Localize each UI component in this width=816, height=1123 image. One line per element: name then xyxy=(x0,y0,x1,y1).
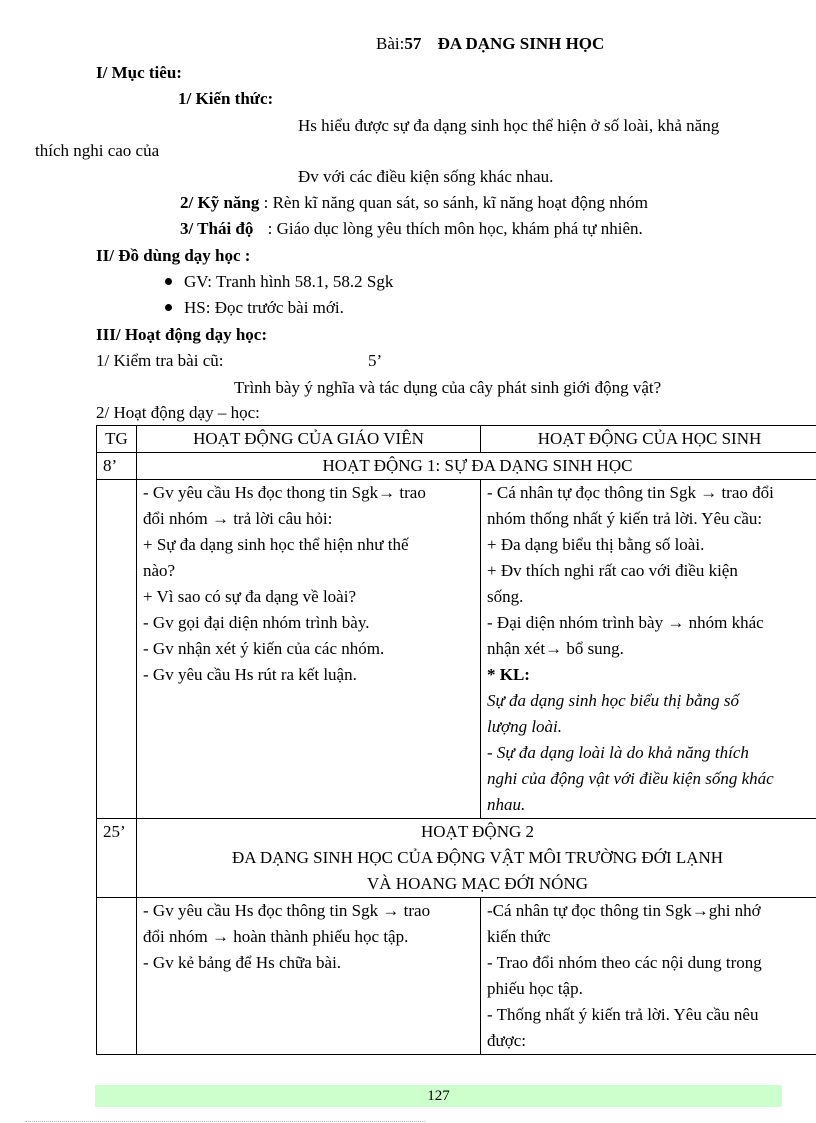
teacher-line: - Gv yêu cầu Hs đọc thông tin Sgk → trao xyxy=(143,901,431,920)
materials-item-hs xyxy=(165,298,344,318)
check-label: 1/ Kiểm tra bài cũ: xyxy=(96,351,224,370)
materials-heading: II/ Đồ dùng dạy học : xyxy=(96,246,251,265)
activity-2-time: 25’ xyxy=(97,819,137,898)
teacher-line: - Gv nhận xét ý kiến của các nhóm. xyxy=(143,639,385,658)
materials-item-text: HS: Đọc trước bài mới. xyxy=(184,298,344,317)
activity-2-title-line: ĐA DẠNG SINH HỌC CỦA ĐỘNG VẬT MÔI TRƯỜNG ĐỚI LẠNH xyxy=(231,848,724,867)
conclusion-line: - Sự đa dạng loài là do khả năng thích xyxy=(487,743,749,762)
conclusion-line: Sự đa dạng sinh học biểu thị bằng số xyxy=(487,691,739,710)
attitude-label: 3/ Thái độ xyxy=(180,219,254,238)
conclusion-line: nghi của động vật với điều kiện sống khác xyxy=(487,769,774,788)
knowledge-line-1: Hs hiểu được sự đa dạng sinh học thể hiện ở số loài, khả năng xyxy=(298,116,720,135)
table-header-row xyxy=(97,426,816,453)
attitude-text: : Giáo dục lòng yêu thích môn học, khám phá tự nhiên. xyxy=(267,219,643,238)
activity-2-student-cell xyxy=(481,898,816,1055)
activity-1-student-cell xyxy=(481,480,816,819)
conclusion-line: lượng loài. xyxy=(487,717,563,736)
header-student: HOẠT ĐỘNG CỦA HỌC SINH xyxy=(481,426,816,453)
student-line: kiến thức xyxy=(487,927,551,946)
student-line: phiếu học tập. xyxy=(487,979,583,998)
activity-1-time-empty xyxy=(97,480,137,819)
student-line: nhận xét→ bổ sung. xyxy=(487,639,624,658)
activity-1-title: HOẠT ĐỘNG 1: SỰ ĐA DẠNG SINH HỌC xyxy=(137,453,816,480)
check-time: 5’ xyxy=(368,351,383,370)
student-line: + Đa dạng biểu thị bằng số loài. xyxy=(487,535,705,554)
activities-heading: III/ Hoạt động dạy học: xyxy=(96,325,267,344)
activity-1-title-row xyxy=(97,453,816,480)
lesson-label: Bài: xyxy=(376,34,405,53)
activity-2-title xyxy=(137,819,816,898)
header-tg: TG xyxy=(97,426,137,453)
student-line: - Cá nhân tự đọc thông tin Sgk → trao đổi xyxy=(487,483,774,502)
knowledge-label: 1/ Kiến thức: xyxy=(178,89,274,108)
objectives-heading: I/ Mục tiêu: xyxy=(96,63,182,82)
student-line: nhóm thống nhất ý kiến trả lời. Yêu cầu: xyxy=(487,509,763,528)
lesson-title xyxy=(376,34,604,54)
teacher-line: đổi nhóm → trả lời câu hỏi: xyxy=(143,509,333,528)
page-number: 127 xyxy=(427,1088,450,1104)
teacher-line: - Gv gọi đại diện nhóm trình bày. xyxy=(143,613,370,632)
teacher-line: - Gv yêu cầu Hs rút ra kết luận. xyxy=(143,665,357,684)
page-number-footer xyxy=(95,1085,782,1107)
check-question: Trình bày ý nghĩa và tác dụng của cây phát sinh giới động vật? xyxy=(234,378,662,397)
skill-label: 2/ Kỹ năng xyxy=(180,193,260,212)
activity-2-teacher-cell xyxy=(137,898,481,1055)
lesson-number: 57 xyxy=(404,34,422,53)
attitude-row xyxy=(180,219,643,239)
teacher-line: - Gv yêu cầu Hs đọc thong tin Sgk→ trao xyxy=(143,483,426,502)
bullet-icon xyxy=(165,278,172,285)
student-line: được: xyxy=(487,1031,526,1050)
teacher-line: - Gv kẻ bảng để Hs chữa bài. xyxy=(143,953,342,972)
activity-1-time: 8’ xyxy=(97,453,137,480)
header-teacher: HOẠT ĐỘNG CỦA GIÁO VIÊN xyxy=(137,426,481,453)
lesson-table xyxy=(96,425,816,1055)
student-line: -Cá nhân tự đọc thông tin Sgk→ghi nhớ xyxy=(487,901,761,920)
teacher-line: + Vì sao có sự đa dạng về loài? xyxy=(143,587,356,606)
bullet-icon xyxy=(165,304,172,311)
conclusion-label: * KL: xyxy=(487,665,530,684)
activity-1-content-row xyxy=(97,480,816,819)
materials-item-gv xyxy=(165,272,393,292)
activity-2-title-line: HOẠT ĐỘNG 2 xyxy=(420,822,534,841)
student-line: sống. xyxy=(487,587,524,606)
skill-row xyxy=(180,193,648,213)
conclusion-line: nhau. xyxy=(487,795,526,814)
activity-2-time-empty xyxy=(97,898,137,1055)
student-line: - Trao đổi nhóm theo các nội dung trong xyxy=(487,953,762,972)
knowledge-line-3: Đv với các điều kiện sống khác nhau. xyxy=(298,167,554,186)
student-line: - Thống nhất ý kiến trả lời. Yêu cầu nêu xyxy=(487,1005,759,1024)
footer-divider xyxy=(25,1121,425,1122)
activity-2-content-row xyxy=(97,898,816,1055)
teaching-label: 2/ Hoạt động dạy – học: xyxy=(96,403,260,422)
teacher-line: + Sự đa dạng sinh học thể hiện như thế xyxy=(143,535,409,554)
materials-item-text: GV: Tranh hình 58.1, 58.2 Sgk xyxy=(184,272,394,291)
knowledge-line-2: thích nghi cao của xyxy=(35,141,160,160)
teacher-line: nào? xyxy=(143,561,176,580)
activity-1-teacher-cell xyxy=(137,480,481,819)
student-line: - Đại diện nhóm trình bày → nhóm khác xyxy=(487,613,764,632)
teacher-line: đổi nhóm → hoàn thành phiếu học tập. xyxy=(143,927,409,946)
student-line: + Đv thích nghi rất cao với điều kiện xyxy=(487,561,738,580)
activity-2-title-line: VÀ HOANG MẠC ĐỚI NÓNG xyxy=(367,874,588,893)
skill-text: : Rèn kĩ năng quan sát, so sánh, kĩ năng hoạt động nhóm xyxy=(263,193,648,212)
lesson-title-text: ĐA DẠNG SINH HỌC xyxy=(437,34,605,53)
activity-2-title-row xyxy=(97,819,816,898)
